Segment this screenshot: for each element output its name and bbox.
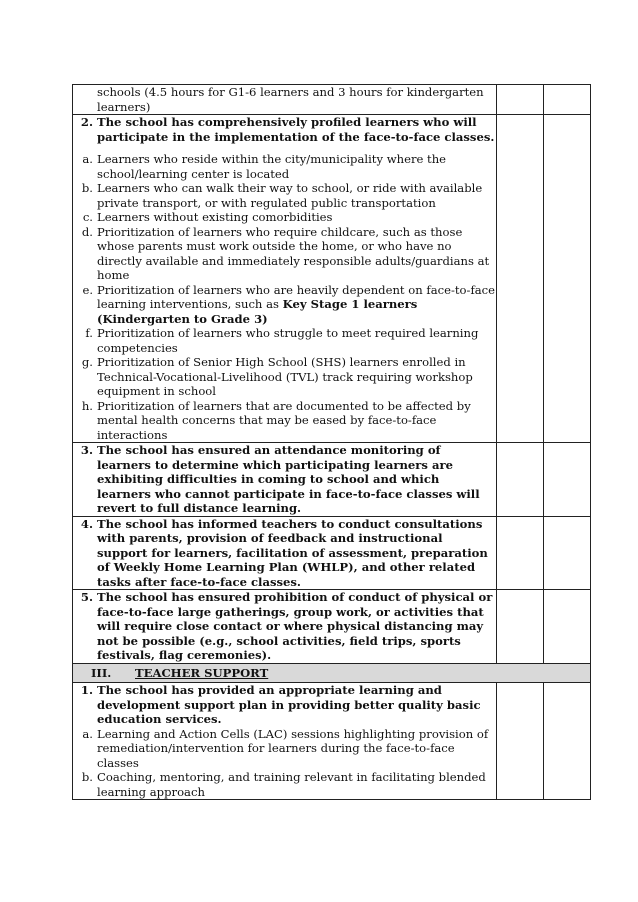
row-content (73, 85, 497, 115)
section-header-row (73, 663, 591, 683)
section-title: TEACHER SUPPORT (135, 665, 269, 680)
table-row (73, 443, 591, 517)
sub-text: Learners without existing comorbidities (97, 210, 333, 224)
sub-text: Prioritization of learners who require childcare, such as those whose parents must work outside the home, or who have no directly available and immediately responsible adults/guardians at home (97, 224, 490, 282)
sub-text: Prioritization of learners that are documented to be affected by mental health concerns that may be eased by face-to-face interactions (97, 398, 471, 442)
sub-letter: g. (81, 355, 93, 369)
check-cell-yes[interactable] (497, 115, 544, 443)
check-cell-no[interactable] (544, 516, 591, 590)
sub-text-wrapper (97, 283, 496, 327)
item-number: 3. (80, 443, 93, 457)
check-cell-no[interactable] (544, 85, 591, 115)
row-content (73, 590, 497, 664)
item-text: The school has provided an appropriate learning and development support plan in providing better quality basic education services. (97, 683, 481, 726)
sub-text: Learning and Action Cells (LAC) sessions highlighting provision of remediation/intervention for learners during the face-to-face classes (97, 726, 489, 770)
check-cell-yes[interactable] (497, 590, 544, 664)
sub-letter: c. (82, 210, 93, 224)
check-cell-yes[interactable] (497, 683, 544, 800)
item-number: 1. (80, 683, 93, 697)
sub-text: Learners who reside within the city/municipality where the school/learning center is located (97, 152, 447, 181)
row-content (73, 443, 497, 517)
sub-letter: h. (81, 398, 93, 413)
sub-text: Learners who can walk their way to school, or ride with available private transport, or with regulated public transportation (97, 181, 483, 210)
table-row (73, 683, 591, 800)
check-cell-no[interactable] (544, 443, 591, 517)
sub-letter: a. (82, 152, 93, 166)
item-text: The school has comprehensively profiled learners who will participate in the implementation of the face-to-face classes. (97, 115, 495, 144)
row-content (73, 516, 497, 590)
item-number: 2. (80, 115, 93, 129)
sub-letter: d. (81, 224, 93, 239)
check-cell-no[interactable] (544, 590, 591, 664)
row-content (73, 683, 497, 800)
continuation-text: schools (4.5 hours for G1-6 learners and 3 hours for kindergarten learners) (97, 85, 484, 114)
check-cell-yes[interactable] (497, 443, 544, 517)
sub-letter: a. (82, 726, 93, 741)
sub-letter: b. (81, 181, 93, 195)
sub-text: Prioritization of learners who are heavily dependent on face-to-face learning interventions, such as (97, 282, 495, 311)
table-row (73, 516, 591, 590)
row-content (73, 115, 497, 443)
sub-text-bold: Key Stage 1 learners (Kindergarten to Grade 3) (97, 297, 418, 326)
checklist-table (72, 84, 591, 800)
item-number: 4. (80, 516, 93, 531)
sub-letter: e. (82, 282, 93, 297)
check-cell-yes[interactable] (497, 516, 544, 590)
item-text: The school has ensured prohibition of conduct of physical or face-to-face large gatherings, group work, or activities that will require close contact or where physical distancing may not be possible (e.g., school activities, field trips, sports festivals, flag ceremonies). (97, 590, 493, 662)
item-text: The school has informed teachers to conduct consultations with parents, provision of feedback and instructional support for learners, facilitation of assessment, preparation of Weekly Home Learning Plan (WHLP), and other related tasks after face-to-face classes. (97, 516, 488, 589)
sub-letter: b. (81, 770, 93, 784)
check-cell-no[interactable] (544, 115, 591, 443)
table-row (73, 85, 591, 115)
section-number: III. (91, 665, 112, 680)
check-cell-yes[interactable] (497, 85, 544, 115)
item-number: 5. (80, 590, 93, 604)
item-text: The school has ensured an attendance monitoring of learners to determine which participating learners are exhibiting difficulties in coming to school and which learners who cannot participate in face-to-face classes will revert to full distance learning. (97, 443, 480, 515)
section-header (73, 663, 591, 683)
sub-text: Prioritization of learners who struggle to meet required learning competencies (97, 326, 479, 355)
table-row (73, 115, 591, 443)
sub-letter: f. (85, 326, 93, 340)
sub-text: Prioritization of Senior High School (SHS) learners enrolled in Technical-Vocational-Livelihood (TVL) track requiring workshop equipment in school (97, 355, 473, 398)
sub-text: Coaching, mentoring, and training relevant in facilitating blended learning approach (97, 770, 486, 799)
check-cell-no[interactable] (544, 683, 591, 800)
table-row (73, 590, 591, 664)
